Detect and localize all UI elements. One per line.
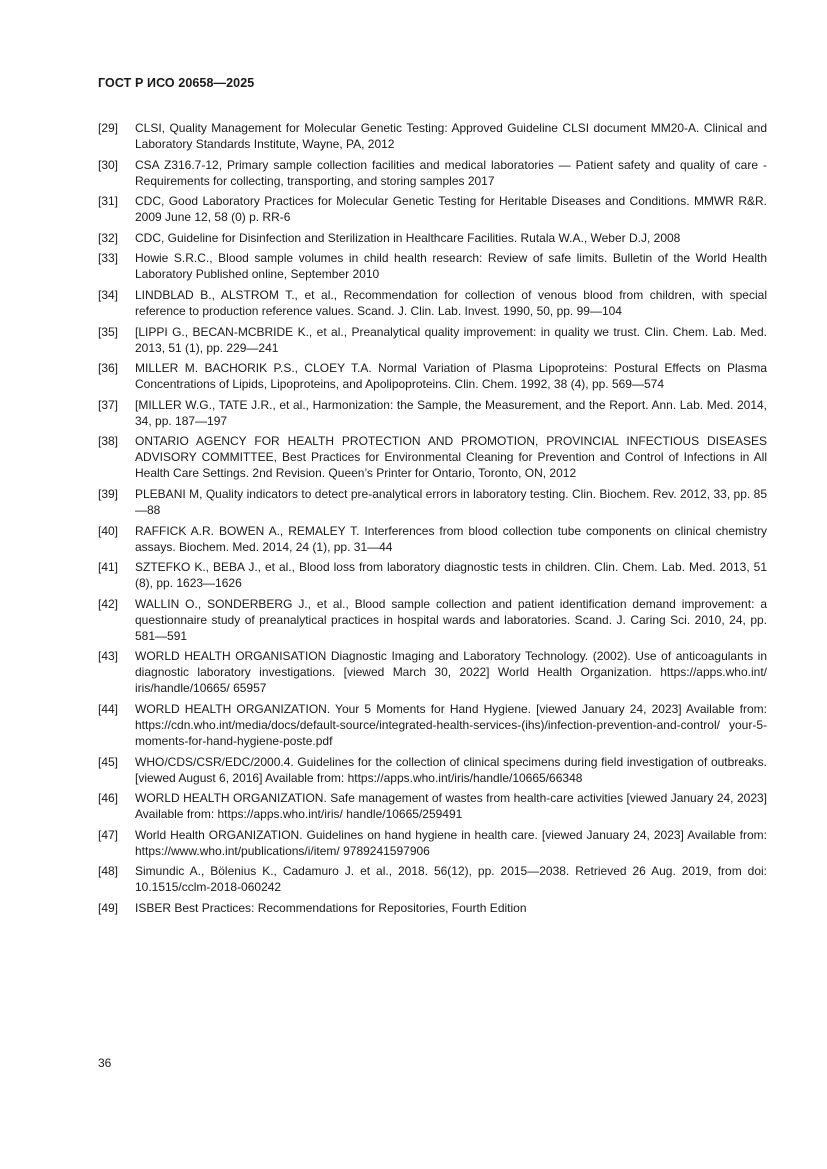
reference-item (98, 596, 767, 644)
reference-item (98, 193, 767, 225)
reference-text: ISBER Best Practices: Recommendations for Repositories, Fourth Edition (135, 900, 527, 915)
reference-number: [48] (98, 864, 119, 879)
reference-text: CDC, Good Laboratory Practices for Molecular Genetic Testing for Heritable Diseases and Conditions. MMWR R&R. 2009 June 12, 58 (0) p. RR-6 (135, 194, 767, 225)
document-header-title: ГОСТ Р ИСО 20658—2025 (98, 76, 255, 90)
reference-text: WALLIN O., SONDERBERG J., et al., Blood sample collection and patient identification demand improvement: a questionnaire study of preanalytical practices in hospital wards and laboratories. Scand. J. Caring Sci. 2010, 24, pp. 581—591 (135, 596, 767, 643)
reference-text: RAFFICK A.R. BOWEN A., REMALEY T. Interferences from blood collection tube components on clinical chemistry assays. Biochem. Med. 2014, 24 (1), pp. 31—44 (135, 523, 767, 554)
reference-number: [34] (98, 287, 119, 302)
reference-text: PLEBANI M, Quality indicators to detect pre-analytical errors in laboratory testing. Clin. Biochem. Rev. 2012, 33, pp. 85—88 (135, 486, 767, 517)
reference-item (98, 701, 767, 749)
reference-text: WHO/CDS/CSR/EDC/2000.4. Guidelines for the collection of clinical specimens during field investigation of outbreaks. [viewed August 6, 2016] Available from: https://apps.who.int/iris/handle/10665/66348 (135, 754, 767, 785)
reference-item (98, 287, 767, 319)
reference-item (98, 397, 767, 429)
reference-item (98, 900, 767, 916)
reference-text: Simundic A., Bölenius K., Cadamuro J. et al., 2018. 56(12), pp. 2015—2038. Retrieved 26 Aug. 2019, from doi: 10.1515/cclm-2018-060242 (135, 864, 767, 895)
reference-item (98, 790, 767, 822)
reference-number: [39] (98, 486, 119, 501)
reference-number: [40] (98, 523, 119, 538)
reference-number: [30] (98, 157, 119, 172)
bibliography-list (98, 120, 767, 920)
reference-text: [LIPPI G., BECAN-MCBRIDE K., et al., Preanalytical quality improvement: in quality we trust. Clin. Chem. Lab. Med. 2013, 51 (1), pp. 229—241 (135, 324, 767, 355)
reference-number: [42] (98, 596, 119, 611)
reference-number: [31] (98, 194, 119, 209)
reference-text: LINDBLAD B., ALSTROM T., et al., Recommendation for collection of venous blood from children, with special reference to production reference values. Scand. J. Clin. Lab. Invest. 1990, 50, pp. 99—104 (135, 287, 767, 318)
reference-item (98, 486, 767, 518)
reference-number: [47] (98, 827, 119, 842)
reference-item (98, 157, 767, 189)
reference-text: WORLD HEALTH ORGANISATION Diagnostic Imaging and Laboratory Technology. (2002). Use of anticoagulants in diagnostic laboratory investigations. [viewed March 30, 2022] World Health Organization. https://apps.who.int/ iris/handle/10665/ 65957 (135, 649, 767, 696)
reference-text: CLSI, Quality Management for Molecular Genetic Testing: Approved Guideline CLSI document MM20-A. Clinical and Laboratory Standards Institute, Wayne, PA, 2012 (135, 121, 767, 151)
page-number: 36 (98, 1056, 112, 1070)
reference-text: ONTARIO AGENCY FOR HEALTH PROTECTION AND PROMOTION, PROVINCIAL INFECTIOUS DISEASES ADVISORY COMMITTEE, Best Practices for Environmental Cleaning for Prevention and Control of Infections in All Health Care Settings. 2nd Revision. Queen’s Printer for Ontario, Toronto, ON, 2012 (135, 434, 767, 481)
reference-text: MILLER M. BACHORIK P.S., CLOEY T.A. Normal Variation of Plasma Lipoproteins: Postural Effects on Plasma Concentrations of Lipids, Lipoproteins, and Apolipoproteins. Clin. Chem. 1992, 38 (4), pp. 569—574 (135, 361, 767, 392)
reference-text: Howie S.R.C., Blood sample volumes in child health research: Review of safe limits. Bulletin of the World Health Laboratory Published online, September 2010 (135, 251, 767, 282)
reference-number: [49] (98, 900, 119, 915)
reference-text: CDC, Guideline for Disinfection and Sterilization in Healthcare Facilities. Rutala W.A., Weber D.J, 2008 (135, 230, 681, 245)
reference-number: [44] (98, 701, 119, 716)
reference-number: [38] (98, 434, 119, 449)
reference-item (98, 754, 767, 786)
reference-number: [43] (98, 649, 119, 664)
reference-number: [37] (98, 397, 119, 412)
reference-number: [29] (98, 121, 119, 135)
reference-item (98, 523, 767, 555)
reference-item (98, 230, 767, 246)
reference-text: SZTEFKO K., BEBA J., et al., Blood loss from laboratory diagnostic tests in children. Clin. Chem. Lab. Med. 2013, 51 (8), pp. 1623—1626 (135, 560, 767, 591)
reference-number: [41] (98, 560, 119, 575)
reference-item (98, 360, 767, 392)
reference-text: World Health ORGANIZATION. Guidelines on hand hygiene in health care. [viewed January 24, 2023] Available from: https://www.who.int/publications/i/item/ 9789241597906 (135, 827, 767, 858)
reference-item (98, 324, 767, 356)
reference-item (98, 250, 767, 282)
reference-item (98, 827, 767, 859)
reference-number: [35] (98, 324, 119, 339)
reference-text: [MILLER W.G., TATE J.R., et al., Harmonization: the Sample, the Measurement, and the Report. Ann. Lab. Med. 2014, 34, pp. 187—197 (135, 397, 767, 428)
reference-item (98, 559, 767, 591)
reference-number: [36] (98, 361, 119, 376)
reference-item (98, 120, 767, 152)
reference-item (98, 433, 767, 481)
reference-item (98, 863, 767, 895)
reference-number: [45] (98, 754, 119, 769)
reference-number: [33] (98, 251, 119, 266)
reference-text: CSA Z316.7-12, Primary sample collection facilities and medical laboratories — Patient safety and quality of care - Requirements for collecting, transporting, and storing samples 2017 (135, 157, 767, 188)
reference-text: WORLD HEALTH ORGANIZATION. Safe management of wastes from health-care activities [viewed January 24, 2023] Available from: https://apps.who.int/iris/ handle/10665/259491 (135, 791, 767, 822)
reference-number: [32] (98, 230, 119, 245)
reference-item (98, 648, 767, 696)
reference-text: WORLD HEALTH ORGANIZATION. Your 5 Moments for Hand Hygiene. [viewed January 24, 2023] Available from: https://cdn.who.int/media/docs/default-source/integrated-health-services-(ihs)/infection-prevention-and-control/ your-5-moments-for-hand-hygiene-poste.pdf (135, 701, 767, 748)
reference-number: [46] (98, 791, 119, 806)
